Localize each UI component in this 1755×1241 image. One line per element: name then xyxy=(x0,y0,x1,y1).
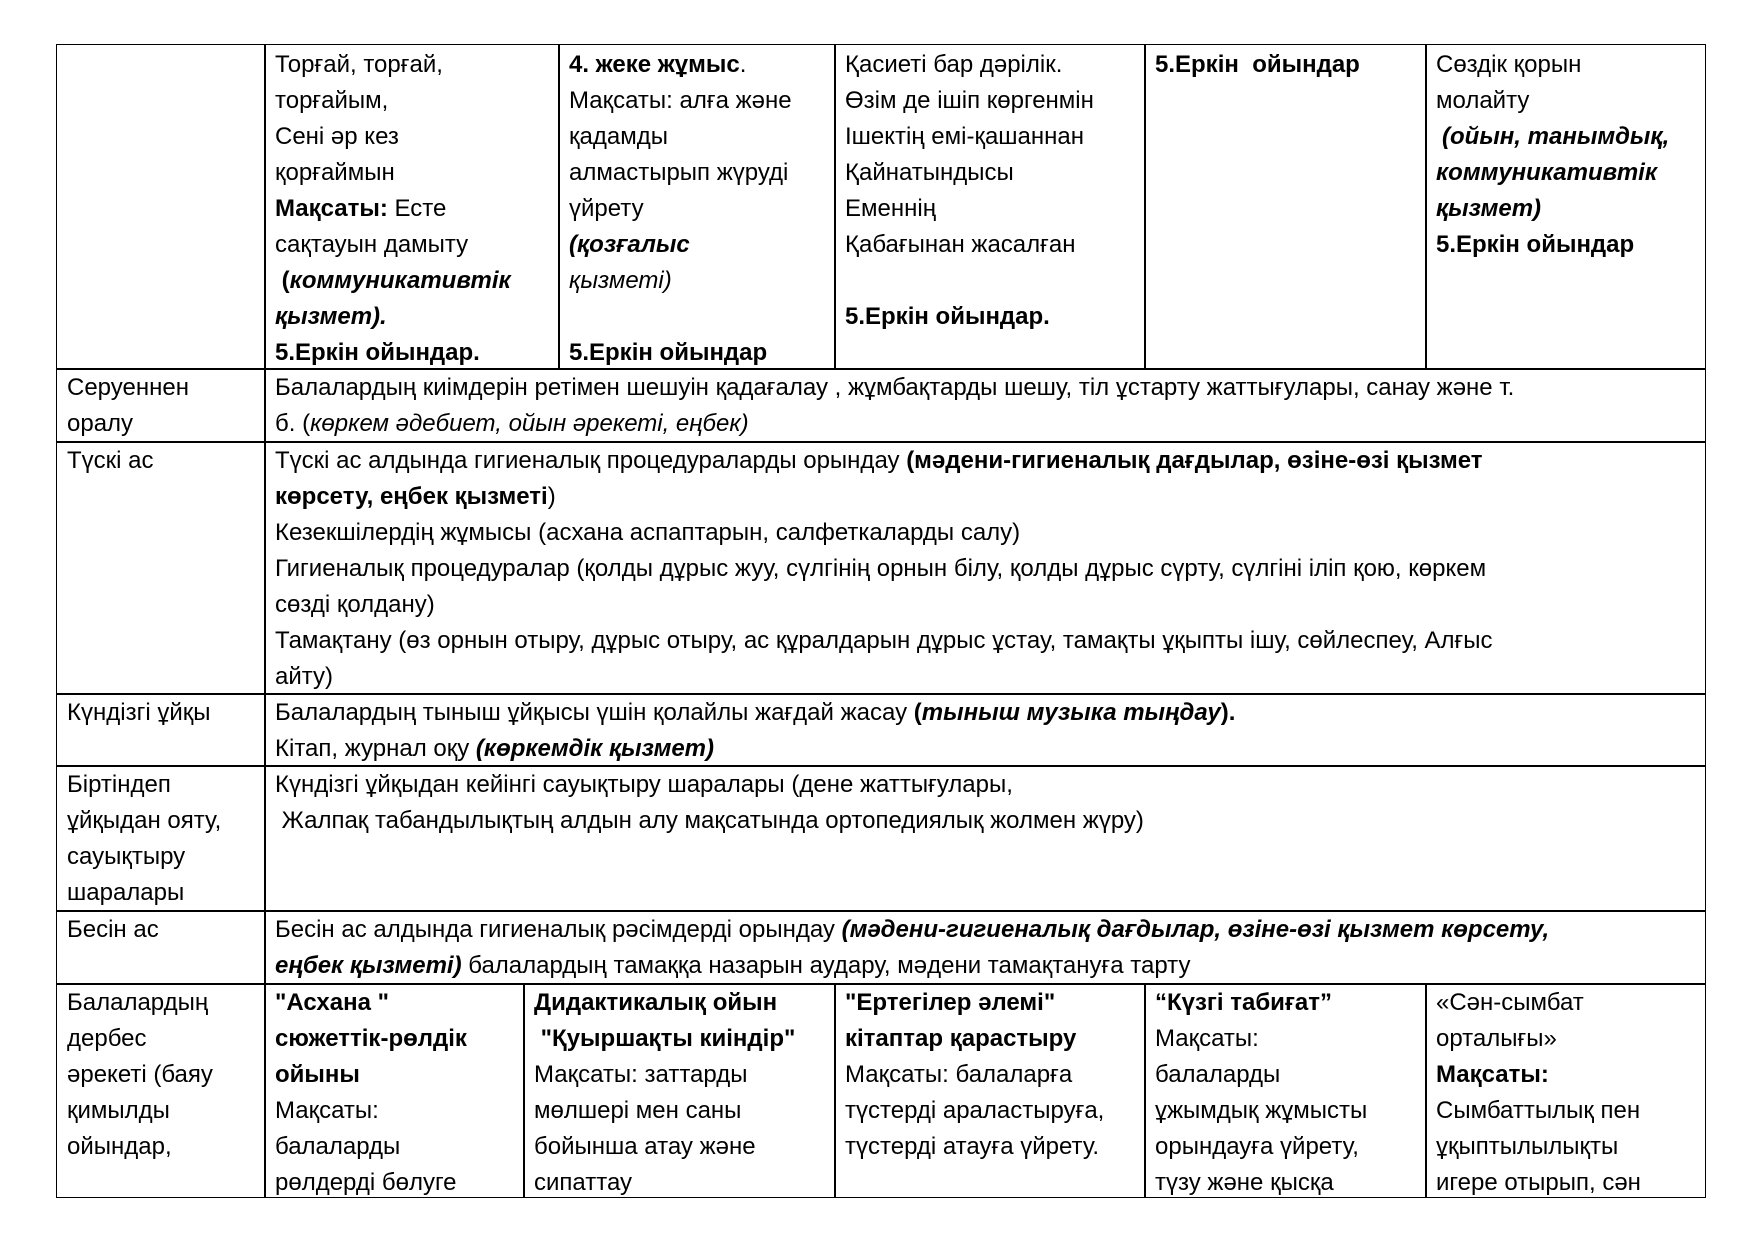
content-line: Тамақтану (өз орнын отыру, дұрыс отыру, ас құралдарын дұрыс ұстау, тамақты ұқыпты ішу, сөйлеспеу, Алғыс xyxy=(275,627,1493,654)
nap-content xyxy=(275,695,1235,767)
goal-text-line: Сөздік қорын xyxy=(1436,51,1582,78)
content-line: сөзді қолдану) xyxy=(275,591,435,618)
content-line xyxy=(275,912,1549,948)
goal-text-line: Мақсаты: алға және xyxy=(569,87,792,114)
task-heading: 4. жеке жұмыс xyxy=(569,51,740,78)
free-games-heading: 5.Еркін ойындар. xyxy=(845,303,1050,330)
column-divider xyxy=(834,983,836,1198)
wakeup-content xyxy=(275,767,1144,839)
goal-text-line: мөлшері мен саны xyxy=(534,1097,742,1124)
riddle-line: Қабағынан жасалған xyxy=(845,231,1076,258)
top-row-col3 xyxy=(569,47,792,371)
content-line xyxy=(275,479,1493,515)
row-label-line: Серуеннен xyxy=(67,374,189,401)
free-games-heading: 5.Еркін ойындар. xyxy=(275,339,480,366)
content-text: б. ( xyxy=(275,410,311,437)
top-row-col4 xyxy=(845,47,1094,335)
goal-label: Мақсаты: xyxy=(275,195,388,222)
content-line xyxy=(275,948,1549,984)
game-title: «Сән-сымбат xyxy=(1436,989,1584,1016)
paren: ). xyxy=(1220,699,1236,726)
row-label-line: дербес xyxy=(67,1025,147,1052)
row-label-line: шаралары xyxy=(67,879,185,906)
column-divider xyxy=(1144,983,1146,1198)
row-label-return-walk xyxy=(67,370,189,442)
lunch-content xyxy=(275,443,1493,695)
snack-content xyxy=(275,912,1549,984)
activity-type: коммуникативтік xyxy=(1436,159,1657,186)
row-label-line: Күндізгі ұйқы xyxy=(67,699,211,726)
activity-type: (көркемдік қызмет) xyxy=(475,735,715,762)
content-text: балалардың тамаққа назарын аудару, мәдени тамақтануға тарту xyxy=(461,952,1191,979)
column-divider xyxy=(1425,44,1427,369)
poem-line: Сені әр кез xyxy=(275,123,399,150)
goal-label: Мақсаты: xyxy=(1436,1061,1549,1088)
riddle-line: Еменнің xyxy=(845,195,936,222)
game-title: сюжеттік-рөлдік xyxy=(275,1025,467,1052)
return-walk-content xyxy=(275,370,1514,442)
content-line: Гигиеналық процедуралар (қолды дұрыс жуу, сүлгінің орнын білу, қолды дұрыс сүрту, сүлгіні іліп қою, көркем xyxy=(275,555,1487,582)
activity-type: көркем әдебиет, ойын әрекеті, еңбек) xyxy=(310,410,749,437)
activity-type: (мәдени-гигиеналық дағдылар, өзіне-өзі қызмет көрсету, xyxy=(841,916,1550,943)
content-line xyxy=(275,443,1493,479)
row-label-line: Бесін ас xyxy=(67,916,159,943)
activity-paren: ( xyxy=(281,267,290,294)
goal-text-line: балаларды xyxy=(1155,1061,1281,1088)
independent-col2 xyxy=(275,985,467,1201)
goal-text-line: түзу және қысқа xyxy=(1155,1169,1334,1196)
goal-text-line: бойынша атау және xyxy=(534,1133,756,1160)
row-label-line: Балалардың xyxy=(67,989,209,1016)
content-text: ) xyxy=(547,483,556,510)
content-line: Кезекшілердің жұмысы (асхана аспаптарын, салфеткаларды салу) xyxy=(275,519,1021,546)
goal-text-line: Мақсаты: балаларға xyxy=(845,1061,1073,1088)
game-title: кітаптар қарастыру xyxy=(845,1025,1077,1052)
game-title: "Қуыршақты киіндір" xyxy=(534,1025,796,1052)
independent-col3 xyxy=(534,985,795,1201)
activity-type: еңбек қызметі) xyxy=(275,952,462,979)
goal-text-line: Сымбаттылық пен xyxy=(1436,1097,1641,1124)
activity-type: (қозғалыс xyxy=(569,231,690,258)
column-divider xyxy=(558,44,560,369)
row-label-line: әрекеті (баяу xyxy=(67,1061,213,1088)
task-heading-dot: . xyxy=(739,51,747,78)
content-text: Түскі ас алдында гигиеналық процедураларды орындау xyxy=(275,447,907,474)
row-label-line: ойындар, xyxy=(67,1133,172,1160)
goal-line xyxy=(275,191,511,227)
free-games-heading: 5.Еркін ойындар xyxy=(1436,231,1635,258)
activity-type: көрсету, еңбек қызметі xyxy=(275,483,548,510)
independent-col6 xyxy=(1436,985,1641,1201)
independent-col5 xyxy=(1155,985,1367,1201)
goal-text-line: қадамды xyxy=(569,123,668,150)
poem-line: Торғай, торғай, xyxy=(275,51,443,78)
game-title: ойыны xyxy=(275,1061,360,1088)
content-line xyxy=(275,406,1514,442)
row-label-line: Түскі ас xyxy=(67,447,154,474)
goal-text-line: сипаттау xyxy=(534,1169,633,1196)
content-line: айту) xyxy=(275,663,334,690)
row-label-independent xyxy=(67,985,213,1165)
top-row-col2 xyxy=(275,47,511,371)
game-title: "Ертегілер әлемі" xyxy=(845,989,1056,1016)
goal-text-line: алмастырып жүруді xyxy=(569,159,789,186)
top-row-col6 xyxy=(1436,47,1669,263)
row-label-line: оралу xyxy=(67,410,134,437)
goal-text-line: түстерді атауға үйрету. xyxy=(845,1133,1100,1160)
goal-text-line: орындауға үйрету, xyxy=(1155,1133,1359,1160)
goal-text-line: игере отырып, сән xyxy=(1436,1169,1641,1196)
game-title: “Күзгі табиғат” xyxy=(1155,989,1333,1016)
row-label-nap xyxy=(67,695,210,731)
row-label-line: қимылды xyxy=(67,1097,170,1124)
game-title: "Асхана " xyxy=(275,989,390,1016)
poem-line: торғайым, xyxy=(275,87,389,114)
task-heading-line xyxy=(569,47,792,83)
activity-type: тыныш музыка тыңдау xyxy=(921,699,1221,726)
goal-text-line: Мақсаты: xyxy=(275,1097,379,1124)
content-line: Жалпақ табандылықтың алдын алу мақсатында ортопедиялық жолмен жүру) xyxy=(275,807,1144,834)
activity-line xyxy=(275,263,511,299)
free-games-heading: 5.Еркін ойындар xyxy=(569,339,768,366)
goal-text-line: молайту xyxy=(1436,87,1530,114)
row-label-wakeup xyxy=(67,767,221,911)
activity-type: (ойын, танымдық, xyxy=(1442,123,1670,150)
riddle-line: Қасиеті бар дәрілік. xyxy=(845,51,1063,78)
goal-text-line: Мақсаты: xyxy=(1155,1025,1259,1052)
independent-col4 xyxy=(845,985,1104,1165)
content-line: Күндізгі ұйқыдан кейінгі сауықтыру шаралары (дене жаттығулары, xyxy=(275,771,1013,798)
game-title: орталығы» xyxy=(1436,1025,1557,1052)
goal-text-line: ұқыптылылықты xyxy=(1436,1133,1619,1160)
column-divider xyxy=(264,44,266,1198)
goal-text-line: сақтауын дамыту xyxy=(275,231,469,258)
activity-type: коммуникативтік xyxy=(289,267,511,294)
column-divider xyxy=(1425,983,1427,1198)
free-games-heading: 5.Еркін ойындар xyxy=(1155,51,1360,78)
content-text: Балалардың тыныш ұйқысы үшін қолайлы жағдай жасау xyxy=(275,699,914,726)
row-label-line: ұйқыдан ояту, xyxy=(67,807,222,834)
activity-type: (мәдени-гигиеналық дағдылар, өзіне-өзі қызмет xyxy=(906,447,1483,474)
riddle-line: Ішектің емі-қашаннан xyxy=(845,123,1085,150)
game-title: Дидактикалық ойын xyxy=(534,989,778,1016)
content-line xyxy=(275,731,1235,767)
activity-type: қызмет). xyxy=(275,303,387,330)
poem-line: қорғаймын xyxy=(275,159,395,186)
riddle-line: Қайнатындысы xyxy=(845,159,1014,186)
column-divider xyxy=(1144,44,1146,369)
paren: ( xyxy=(913,699,922,726)
riddle-line: Өзім де ішіп көргенмін xyxy=(845,87,1094,114)
goal-text-line: балаларды xyxy=(275,1133,401,1160)
goal-text-line: рөлдерді бөлуге xyxy=(275,1169,457,1196)
activity-type: қызметі) xyxy=(569,267,672,294)
content-text: Бесін ас алдында гигиеналық рәсімдерді орындау xyxy=(275,916,842,943)
goal-text-line: Мақсаты: заттарды xyxy=(534,1061,748,1088)
column-divider xyxy=(523,983,525,1198)
goal-text-line: ұжымдық жұмысты xyxy=(1155,1097,1368,1124)
content-line: Балалардың киімдерін ретімен шешуін қадағалау , жұмбақтарды шешу, тіл ұстарту жаттығулары, санау және т. xyxy=(275,374,1515,401)
row-label-line: сауықтыру xyxy=(67,843,186,870)
column-divider xyxy=(834,44,836,369)
spacer xyxy=(569,299,792,335)
goal-text: Есте xyxy=(387,195,447,222)
content-text: Кітап, журнал оқу xyxy=(275,735,476,762)
activity-type: қызмет) xyxy=(1436,195,1542,222)
goal-text-line: үйрету xyxy=(569,195,644,222)
row-label-line: Біртіндеп xyxy=(67,771,171,798)
goal-text-line: түстерді араластыруға, xyxy=(845,1097,1105,1124)
content-line xyxy=(275,695,1235,731)
top-row-col5 xyxy=(1155,47,1360,83)
spacer xyxy=(845,263,1094,299)
row-label-snack xyxy=(67,912,159,948)
row-label-lunch xyxy=(67,443,154,479)
